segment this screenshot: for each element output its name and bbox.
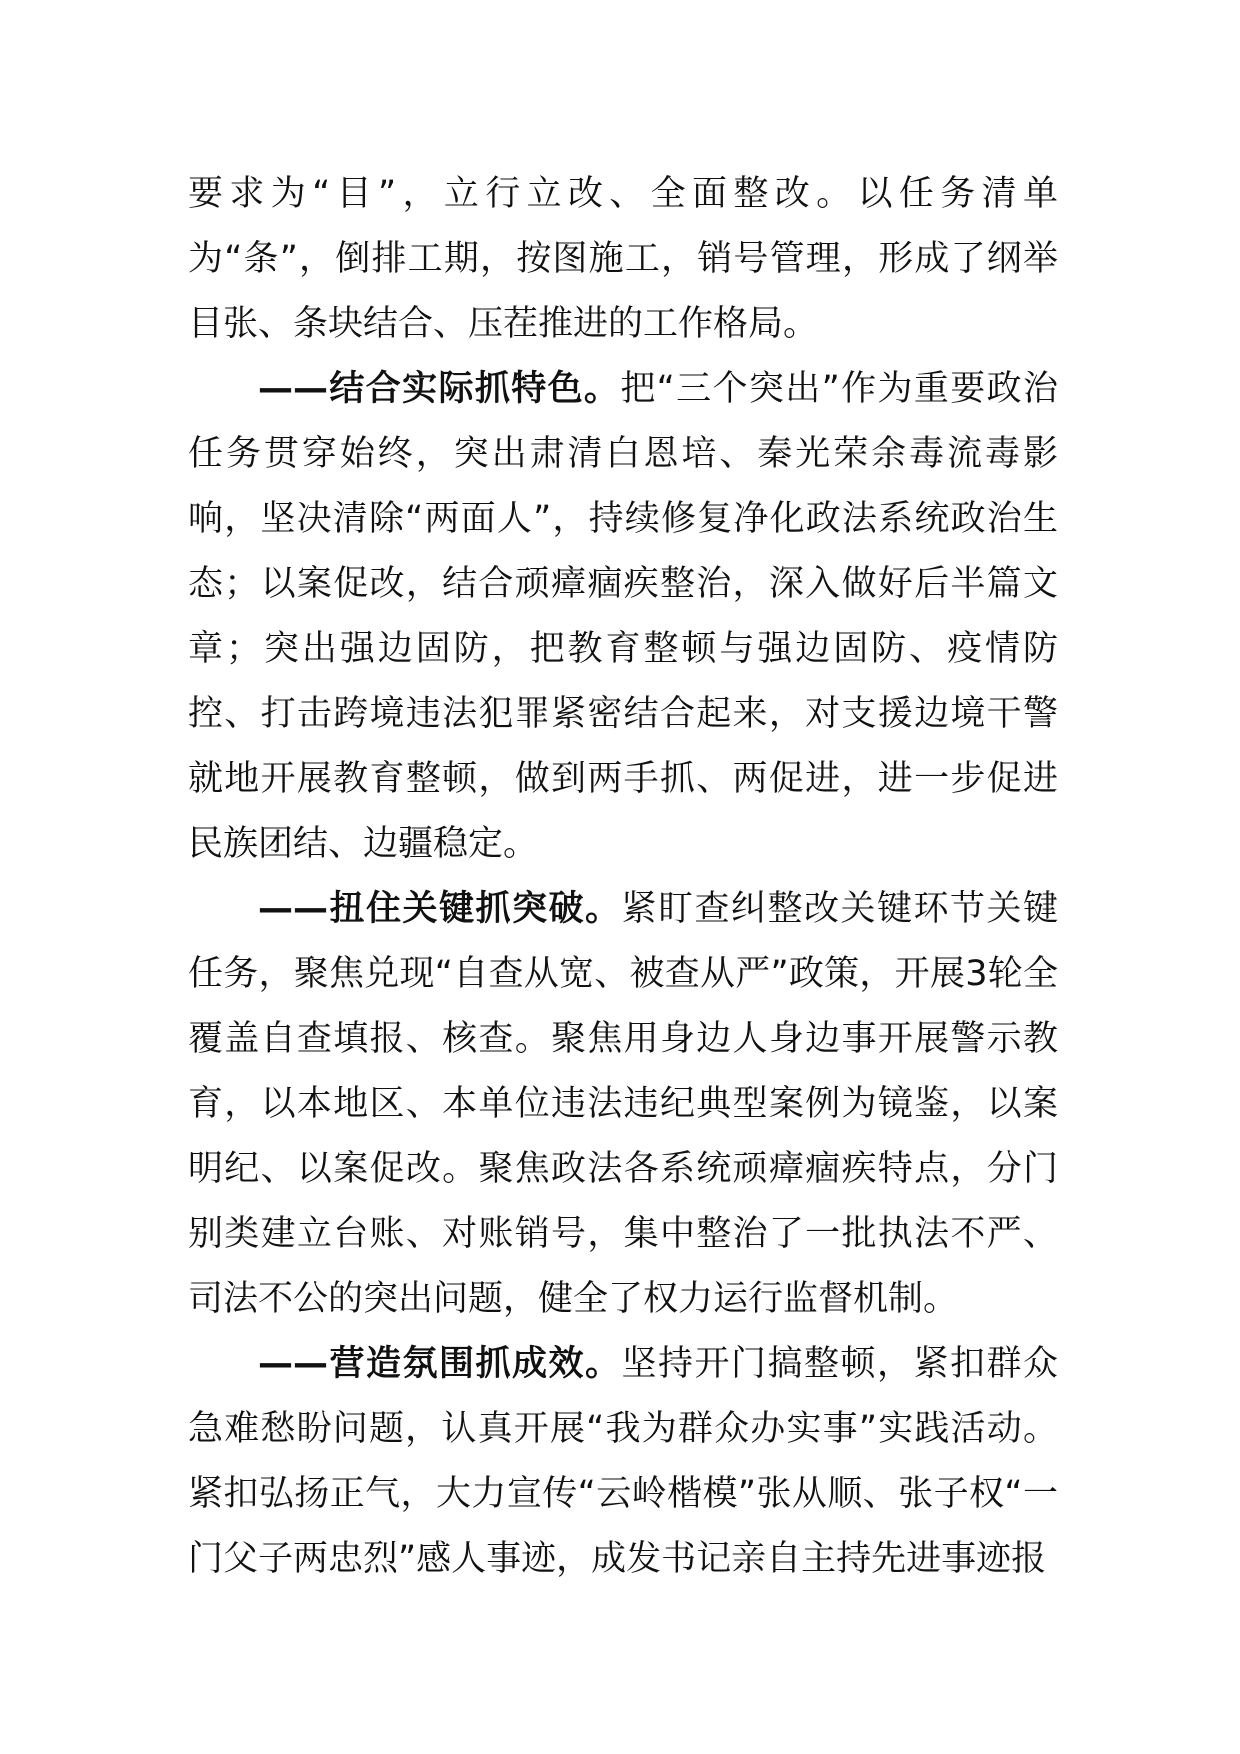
paragraph-text: 要求为“目”，立行立改、全面整改。以任务清单为“条”，倒排工期，按图施工，销号管理，形成了纲举目张、条块结合、压茬推进的工作格局。 xyxy=(188,174,1058,344)
paragraph-heading: ——营造氛围抓成效。 xyxy=(258,1344,622,1384)
paragraph-text: 把“三个突出”作为重要政治任务贯穿始终，突出肃清白恩培、秦光荣余毒流毒影响，坚决清除“两面人”，持续修复净化政法系统政治生态；以案促改，结合顽瘴痼疾整治，深入做好后半篇文章；突出强边固防，把教育整顿与强边固防、疫情防控、打击跨境违法犯罪紧密结合起来，对支援边境干警就地开展教育整顿，做到两手抓、两促进，进一步促进民族团结、边疆稳定。 xyxy=(188,369,1058,864)
paragraph-text: 坚持开门搞整顿，紧扣群众急难愁盼问题，认真开展“我为群众办实事”实践活动。紧扣弘扬正气，大力宣传“云岭楷模”张从顺、张子权“一门父子两忠烈”感人事迹，成发书记亲自主持先进事迹报 xyxy=(188,1344,1058,1579)
paragraph-heading: ——结合实际抓特色。 xyxy=(258,369,621,409)
paragraph-combine-reality xyxy=(188,357,1058,877)
paragraph-atmosphere-results xyxy=(188,1332,1058,1592)
paragraph-continuation xyxy=(188,162,1058,357)
paragraph-heading: ——扭住关键抓突破。 xyxy=(258,889,622,929)
paragraph-key-breakthrough xyxy=(188,877,1058,1332)
document-page xyxy=(188,162,1058,1592)
paragraph-text: 紧盯查纠整改关键环节关键任务，聚焦兑现“自查从宽、被查从严”政策，开展3轮全覆盖自查填报、核查。聚焦用身边人身边事开展警示教育，以本地区、本单位违法违纪典型案例为镜鉴，以案明纪、以案促改。聚焦政法各系统顽瘴痼疾特点，分门别类建立台账、对账销号，集中整治了一批执法不严、司法不公的突出问题，健全了权力运行监督机制。 xyxy=(188,889,1058,1319)
